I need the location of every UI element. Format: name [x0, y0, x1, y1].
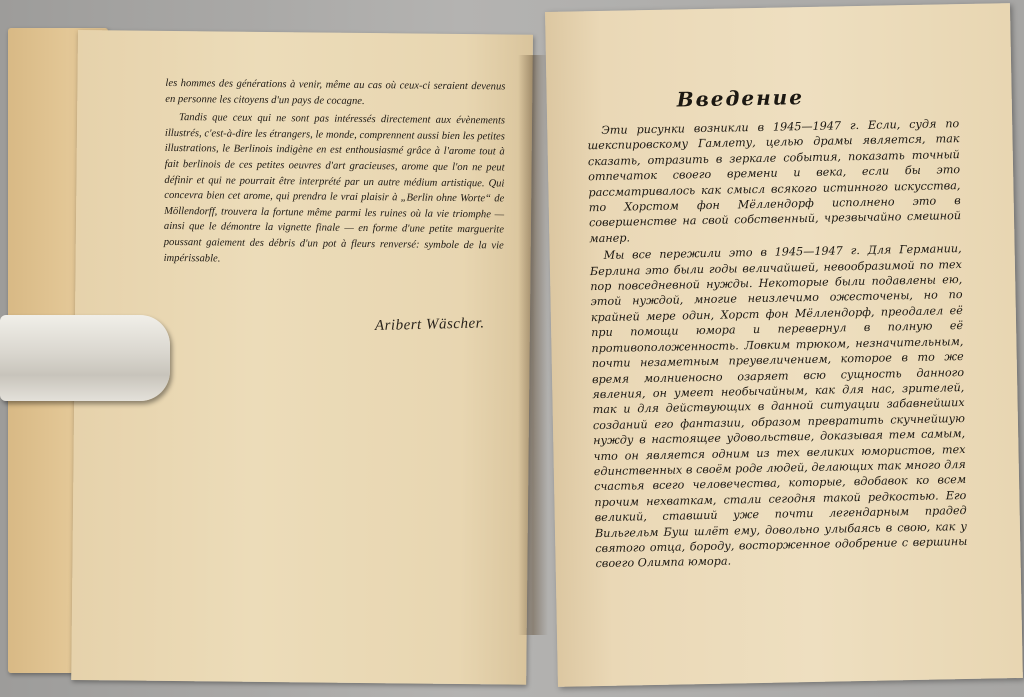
right-paragraph-1: Эти рисунки возникли в 1945—1947 г. Если, судя по шекспировскому Гамлету, целью драмы является, так сказать, отразить в зеркале события, показать точный отпечаток своего времени и века, если бы это рассматривалось как смысл всякого истинного искусства, то Хорстом фон Мёллендорф исполнено это в совершенстве на свой собственный, чрезвычайно смешной манер.: [587, 117, 962, 246]
left-paragraph-2: Tandis que ceux qui ne sont pas intéressés directement aux évènements illustrés, c'est-à-dire les étrangers, le monde, comprennent aussi bien les petites illustrations, le Berlinois indigène en est enthousiasmé grâce à l'arome tout à fait berlinois de ces petites oeuvres d'art gracieuses, arome que l'on ne peut définir et qui ne pourrait être interprété par un autre médium artistique. Qui concevra bien cet arome, qui prendra le vrai plaisir à „Berlin ohne Worte“ de Möllendorff, trouvera la fortune même parmi les ruines où la vie triomphe — ainsi que le démontre la vignette finale — en forme d'une petite marguerite poussant gaiement des débris d'un pot à fleurs renversé: symbole de la vie impérissable.: [163, 112, 506, 265]
right-page-text: [587, 116, 968, 574]
left-page-text: [164, 76, 506, 273]
page-title: Введение: [676, 85, 805, 112]
book-gutter: [518, 55, 548, 635]
left-paragraph-1: les hommes des générations à venir, même au cas où ceux-ci seraient devenus en personne les citoyens d'un pays de cocagne.: [165, 77, 506, 107]
right-paragraph-2: Мы все пережили это в 1945—1947 г. Для Германии, Берлина это были годы величайшей, невообразимой по тех пор повседневной нужды. Некоторые были подавлены ею, этой нуждой, многие неизлечимо ожесточены, но по крайней мере один, Хорст фон Мёллендорф, преодалел её при помощи юмора и перевернул в полную её противоположенность. Ловким трюком, незначительным, почти незаметным преувеличением, которое в то же время молниеносно озаряет всю сущность данного явления, он умеет необычайным, как для нас, зрителей, так и для действующих в данной ситуации забавнейших созданий его фантазии, образом превратить скучнейшую нужду в настоящее удовольствие, доказывая тем самым, что он является одним из тех великих юмористов, тех единственных в своём роде людей, делающих так много для счастья всего человечества, которые, вдобавок ко всем прочим нехваткам, стали сегодня такой редкостью. Его великий, ставший уже почти легендарным прадед Вильгельм Буш шлёт ему, довольно улыбаясь в свою, как у святого отца, бороду, восторженное одобрение с вершины своего Олимпа юмора.: [589, 242, 968, 571]
right-page: [545, 3, 1023, 687]
signature: Aribert Wäscher.: [374, 315, 485, 335]
page-clip: [0, 315, 170, 401]
